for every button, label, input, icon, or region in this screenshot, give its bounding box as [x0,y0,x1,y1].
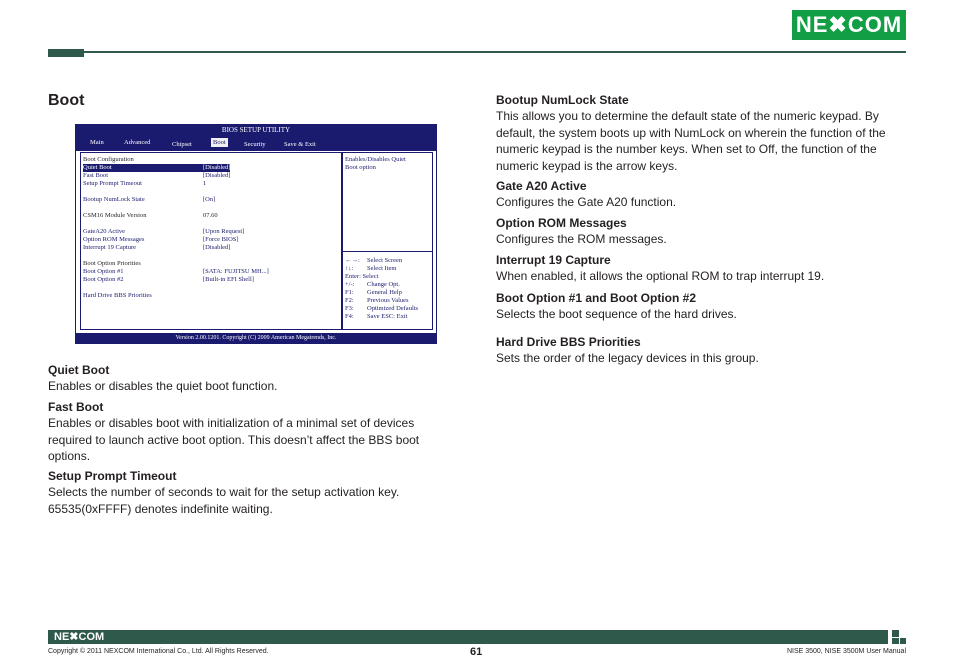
footer-nexcom-logo: NE✖COM [54,631,105,643]
bios-item-label: Boot Option #2 [83,276,124,283]
bios-item-value: [On] [203,196,216,203]
section-text-gate-a20: Configures the Gate A20 function. [496,195,677,209]
bios-tab-save-exit: Save & Exit [284,141,316,148]
page-number: 61 [470,646,483,658]
header-rule [84,51,906,53]
footer-square-icon [892,630,899,637]
footer-square-icon [892,638,899,644]
section-text-hdd-bbs: Sets the order of the legacy devices in this group. [496,351,759,365]
bios-item-label: Boot Option Priorities [83,260,141,267]
bios-screenshot [75,124,437,344]
bios-item-label: Interrupt 19 Capture [83,244,137,251]
section-heading-setup-prompt-timeout: Setup Prompt Timeout [48,469,177,483]
bios-item-value: [Disabled] [203,164,231,171]
section-heading-boot-option: Boot Option #1 and Boot Option #2 [496,291,696,305]
bios-title: BIOS SETUP UTILITY [76,125,436,135]
bios-key-name: ←→: [345,257,360,264]
bios-key-name: Enter: Select [345,273,379,280]
bios-item-value: [SATA: FUJITSU MH...] [203,268,269,275]
section-text-boot-option: Selects the boot sequence of the hard drives. [496,307,737,321]
bios-item-label: Bootup NumLock State [83,196,145,203]
bios-key-name: ↑↓: [345,265,354,272]
bios-help-panel [342,152,433,330]
bios-item-label: Setup Prompt Timeout [83,180,142,187]
bios-key-desc: Previous Values [367,297,409,304]
bios-item-label: Option ROM Messages [83,236,145,243]
bios-item-label: Quiet Boot [83,164,112,171]
section-text-option-rom: Configures the ROM messages. [496,232,667,246]
section-heading-hdd-bbs: Hard Drive BBS Priorities [496,335,641,349]
bios-key-desc: Select Screen [367,257,403,264]
bios-item-value: [Upon Request] [203,228,245,235]
bios-key-desc: General Help [367,289,402,296]
bios-help-divider [343,251,432,252]
bios-item-label: GateA20 Active [83,228,126,235]
page-title: Boot [48,92,85,109]
bios-tab-chipset: Chipset [172,141,192,148]
bios-item-value: [Disabled] [203,244,231,251]
section-heading-numlock: Bootup NumLock State [496,93,629,107]
section-text-setup-prompt-timeout: Selects the number of seconds to wait for the setup activation key. 65535(0xFFFF) denotes indefinite waiting. [48,485,400,516]
footer-manual-title: NISE 3500, NISE 3500M User Manual [786,648,906,655]
bios-tab-main: Main [90,139,104,146]
bios-key-desc: Select Item [367,265,397,272]
bios-item-value: [Disabled] [203,172,231,179]
bios-item-value: [Built-in EFI Shell] [203,276,254,283]
bios-key-desc: Optimized Defaults [367,305,419,312]
bios-item-label: Hard Drive BBS Priorities [83,292,152,299]
bios-tab-advanced: Advanced [124,139,151,146]
bios-item-value: 1 [203,180,207,187]
bios-item-value: [Force BIOS] [203,236,239,243]
section-heading-option-rom: Option ROM Messages [496,216,627,230]
bios-key-desc: Save ESC: Exit [367,313,408,320]
section-text-numlock: This allows you to determine the default state of the numeric keypad. By default, the system boots up with NumLock on wherein the function of the numeric keypad is the number keys. When set to Off, the function of the numeric keypad is the arrow keys. [496,109,886,173]
footer-bar [48,630,888,644]
header-rule-accent [48,49,84,57]
bios-tab-security: Security [244,141,266,148]
bios-tab-boot: Boot [213,139,226,146]
section-text-fast-boot: Enables or disables boot with initialization of a minimal set of devices required to launch active boot option. This doesn’t affect the BBS boot options. [48,416,420,463]
bios-key-name: F3: [345,305,354,312]
bios-tab-bar [76,135,436,151]
section-heading-interrupt-19: Interrupt 19 Capture [496,253,611,267]
bios-key-name: +/-: [345,281,355,288]
section-heading-fast-boot: Fast Boot [48,400,104,414]
bios-item-label: CSM16 Module Version [83,212,147,219]
section-text-interrupt-19: When enabled, it allows the optional ROM to trap interrupt 19. [496,269,825,283]
section-heading-quiet-boot: Quiet Boot [48,363,110,377]
footer-square-icon [900,638,906,644]
bios-help-text: Enables/Disables Quiet [345,156,406,163]
section-heading-gate-a20: Gate A20 Active [496,179,587,193]
bios-item-value: 07.60 [203,212,218,219]
bios-item-label: Fast Boot [83,172,109,179]
bios-key-name: F2: [345,297,354,304]
bios-help-text: Boot option [345,164,376,171]
nexcom-logo: NE✖COM [792,10,906,40]
bios-main-panel [80,152,342,330]
bios-key-name: F1: [345,289,354,296]
section-text-quiet-boot: Enables or disables the quiet boot function. [48,379,278,393]
footer-copyright: Copyright © 2011 NEXCOM International Co., Ltd. All Rights Reserved. [48,648,269,655]
bios-item-label: Boot Configuration [83,156,134,163]
bios-key-name: F4: [345,313,354,320]
bios-item-label: Boot Option #1 [83,268,124,275]
bios-footer: Version 2.00.1201. Copyright (C) 2009 American Megatrends, Inc. [76,333,436,343]
bios-key-desc: Change Opt. [367,281,400,288]
